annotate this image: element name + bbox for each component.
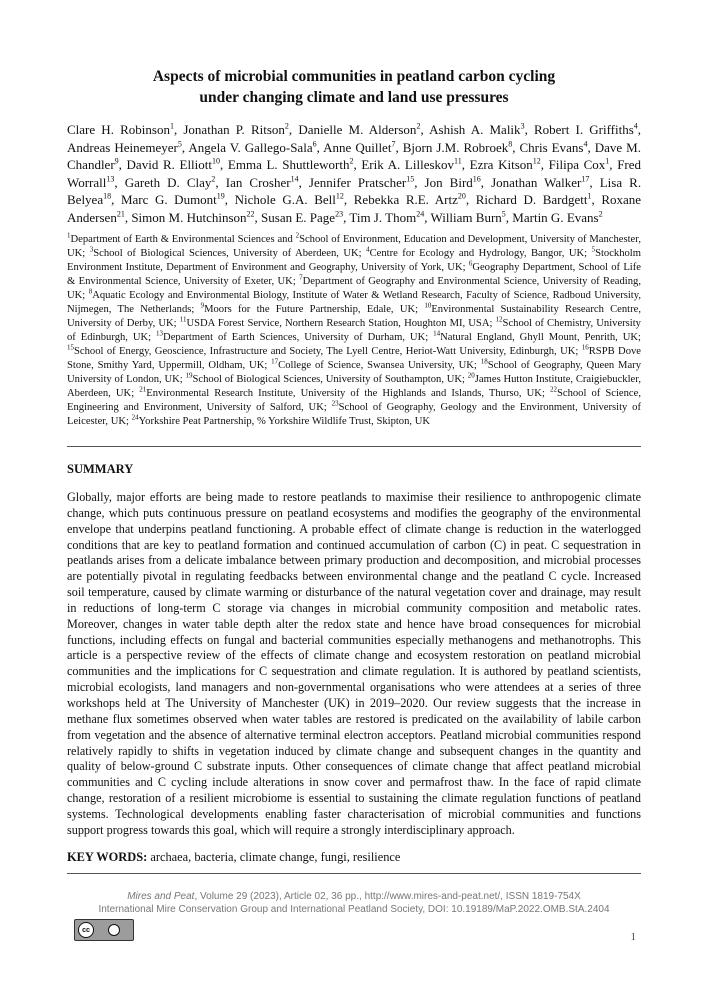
affiliation-number: 17: [271, 357, 279, 366]
author-affiliation-number: 5: [501, 209, 506, 219]
author-affiliation-number: 12: [532, 156, 541, 166]
author-name: Jon Bird: [424, 174, 473, 190]
author-name: Fred Worrall: [67, 157, 642, 190]
journal-details: , Volume 29 (2023), Article 02, 36 pp., http://www.mires-and-peat.net/, ISSN 1819-754X: [194, 891, 581, 902]
footer-line-2: International Mire Conservation Group and International Peatland Society, DOI: 10.19189/MaP.2022.OMB.StA.2404: [98, 903, 610, 915]
affiliation-number: 20: [467, 371, 475, 380]
affiliation-number: 12: [495, 315, 503, 324]
affiliation-text: Geography Department, School of Life & Environmental Science, University of Exeter, UK;: [67, 262, 641, 287]
affiliation-text: RSPB Dove Stone, Smithy Yard, Uppermill, Oldham, UK;: [67, 346, 641, 371]
author: [183, 122, 289, 137]
author-affiliation-number: 17: [581, 174, 590, 184]
author-name: Nichole G.A. Bell: [234, 192, 336, 208]
author: [226, 175, 299, 190]
affiliation-text: School of Biological Sciences, University of Aberdeen, UK;: [93, 248, 367, 259]
affiliation-text: School of Chemistry, University of Edinburgh, UK;: [67, 318, 641, 343]
author: [512, 210, 602, 225]
author-name: Emma L. Shuttleworth: [227, 157, 350, 173]
author-name: Bjorn J.M. Robroek: [402, 139, 509, 155]
affiliation-text: Centre for Ecology and Hydrology, Bangor, UK;: [369, 248, 592, 259]
author: [361, 157, 461, 172]
author-name: Martin G. Evans: [512, 209, 599, 225]
author-affiliation-number: 23: [335, 209, 344, 219]
author-affiliation-number: 1: [605, 156, 610, 166]
footer: [40, 891, 668, 916]
page-number: 1: [630, 931, 636, 943]
author-affiliation-number: 9: [114, 156, 119, 166]
author: [125, 175, 216, 190]
person-icon: [108, 924, 120, 936]
author: [309, 175, 414, 190]
author-name: Danielle M. Alderson: [298, 122, 417, 137]
author-list: Clare H. Robinson$^1$, Jonathan P. Ritson$^2$, Danielle M. Alderson$^2$, Ashish A. Malik$^3$, Robert I. Griffiths$^4$, Andreas Heinemeyer$^5$, Angela V. Gallego-Sala$^6$, Anne Quillet$^7$, Bjorn J.M. Robroek$^8$, Chris Evans$^4$, Dave M. Chandler$^9$, David R. Elliott$^{10}$, Emma L. Shuttleworth$^2$, Erik A. Lilleskov$^{11}$, Ezra Kitson$^{12}$, Filipa Cox$^1$, Fred Worrall$^{13}$, Gareth D. Clay$^2$, Ian Crosher$^{14}$, Jennifer Pratscher$^{15}$, Jon Bird$^{16}$, Jonathan Walker$^{17}$, Lisa R. Belyea$^{18}$, Marc G. Dumont$^{19}$, Nichole G.A. Bell$^{12}$, Rebekka R.E. Artz$^{20}$, Richard D. Bardgett$^1$, Roxane Andersen$^{21}$, Simon M. Hutchinson$^{22}$, Susan E. Page$^{23}$, Tim J. Thom$^{24}$, William Burn$^5$, Martin G. Evans$^2$: [67, 121, 642, 225]
journal-name: Mires and Peat: [127, 891, 195, 902]
summary-heading: SUMMARY: [67, 462, 134, 476]
affiliation-number: 4: [366, 245, 370, 254]
affiliation-text: School of Biological Sciences, University of Southampton, UK;: [192, 374, 468, 385]
author-name: Andreas Heinemeyer: [67, 139, 178, 155]
author-affiliation-number: 4: [583, 139, 588, 149]
author-affiliation-number: 6: [312, 139, 317, 149]
affiliation-text: School of Environment, Education and Development, University of Manchester, UK;: [67, 234, 641, 259]
affiliation-number: 7: [299, 273, 303, 282]
author-name: Lisa R. Belyea: [67, 174, 642, 208]
paper-title: [60, 66, 648, 108]
affiliation-number: 3: [89, 245, 94, 254]
author-name: Angela V. Gallego-Sala: [188, 139, 313, 155]
keywords: [67, 850, 641, 865]
keywords-label: KEY WORDS:: [67, 850, 148, 864]
affiliation-number: 22: [549, 385, 557, 394]
affiliation-number: 19: [185, 371, 193, 380]
affiliation-text: Yorkshire Peat Partnership, % Yorkshire Wildlife Trust, Skipton, UK: [138, 416, 431, 427]
author-affiliation-number: 2: [416, 121, 421, 131]
author-affiliation-number: 24: [416, 209, 425, 219]
author: [131, 210, 254, 225]
author: [261, 210, 343, 225]
divider-top: [67, 446, 641, 447]
author-affiliation-number: 11: [454, 156, 462, 166]
author-name: Roxane Andersen: [67, 192, 642, 225]
author-affiliation-number: 16: [472, 174, 481, 184]
author: [403, 140, 513, 155]
affiliation-number: 11: [179, 315, 187, 324]
author-name: Gareth D. Clay: [124, 174, 212, 190]
author-name: Tim J. Thom: [349, 209, 417, 225]
author: [323, 140, 395, 155]
title-line-1: Aspects of microbial communities in peatland carbon cycling: [152, 68, 556, 85]
affiliation-number: 23: [331, 399, 339, 408]
affiliation-number: 18: [480, 357, 488, 366]
affiliation-text: Department of Earth Sciences, University of Durham, UK;: [163, 332, 434, 343]
author-name: Clare H. Robinson: [67, 122, 170, 137]
affiliation-number: 14: [433, 329, 441, 338]
author: [429, 122, 524, 137]
author: [235, 192, 344, 207]
affiliation-number: 10: [424, 301, 432, 310]
author-name: Filipa Cox: [548, 157, 606, 173]
author-name: Chris Evans: [519, 139, 584, 155]
author-affiliation-number: 10: [212, 156, 221, 166]
author: [121, 192, 225, 207]
author-affiliation-number: 5: [177, 139, 182, 149]
affiliation-text: School of Science, Engineering and Environment, University of Salford, UK;: [67, 388, 641, 413]
affiliation-number: 1: [67, 231, 71, 240]
author-name: William Burn: [430, 209, 502, 225]
summary-text: Globally, major efforts are being made to restore peatlands to maximise their resilience to anthropogenic climate change, which puts continuous pressure on peatland ecosystems and modifies the geography of the environmental envelope that underpins peatland functioning. A probable effect of climate change is reduction in the waterlogged conditions that are key to peatland formation and continued accumulation of carbon (C) in peat. C sequestration in peatlands arises from a delicate imbalance between primary production and decomposition, and microbial processes are potentially pivotal in regulating feedbacks between environmental change and the peatland C cycle. Increased soil temperature, caused by climate warming or disturbance of the natural vegetation cover and drainage, may result in reductions of long-term C storage via changes in microbial community composition and metabolic rates. Moreover, changes in water table depth alter the redox state and hence have broad consequences for microbial functions, including effects on fungal and bacterial communities especially methanogens and methanotrophs. This article is a perspective review of the effects of climate change and ecosystem restoration on peatland microbial communities and the implications for C sequestration and climate regulation. It is authored by peatland scientists, microbial ecologists, land managers and non-governmental organisations who were attendees at a series of three workshops held at The University of Manchester (UK) in 2019–2020. Our review suggests that the increase in methane flux sometimes observed when water tables are restored is predicated on the availability of labile carbon from vegetation and the absence of alternative terminal electron acceptors. Peatland microbial communities respond relatively rapidly to shifts in vegetation induced by climate change and subsequent changes in the quantity and quality of below-ground C substrate inputs. Other consequences of climate change that affect peatland microbial communities and C cycling include alterations in snow cover and permafrost thaw. In the face of rapid climate change, restoration of a resilient microbiome is essential to sustaining the climate regulation functions of peatland systems. Technological developments enabling faster characterisation of microbial communities and functions support progress towards this goal, which will require a strongly interdisciplinary approach.: [67, 490, 641, 837]
author-affiliation-number: 8: [508, 139, 513, 149]
author-name: Anne Quillet: [323, 139, 392, 155]
author-name: Ashish A. Malik: [429, 122, 521, 137]
affiliation-number: 13: [156, 329, 164, 338]
affiliation-text: James Hutton Institute, Craigiebuckler, Aberdeen, UK;: [67, 374, 641, 399]
affiliation-text: Aquatic Ecology and Environmental Biology, Institute of Water & Wetland Research, Faculty of Science, Radboud University, Nijmegen, The Netherlands;: [67, 290, 641, 315]
affiliation-text: School of Geography, Geology and the Environment, University of Leicester, UK;: [67, 402, 641, 427]
author-name: Erik A. Lilleskov: [361, 157, 455, 173]
affiliation-text: College of Science, Swansea University, UK;: [278, 360, 481, 371]
author-affiliation-number: 2: [284, 121, 289, 131]
author-affiliation-number: 13: [106, 174, 115, 184]
author-affiliation-number: 21: [116, 209, 125, 219]
author-affiliation-number: 12: [335, 192, 344, 202]
author: [228, 157, 354, 172]
author-affiliation-number: 19: [216, 192, 225, 202]
author: [476, 192, 592, 207]
author-name: Ian Crosher: [225, 174, 291, 190]
author: [67, 140, 182, 155]
affiliation-number: 2: [295, 231, 300, 240]
affiliation-text: Department of Geography and Environmental Science, University of Reading, UK;: [67, 276, 641, 301]
divider-bottom: [67, 873, 641, 874]
author: [349, 210, 424, 225]
affiliation-text: Natural England, Ghyll Mount, Penrith, UK;: [440, 332, 641, 343]
author-name: Susan E. Page: [261, 209, 336, 225]
author-affiliation-number: 2: [349, 156, 354, 166]
author-affiliation-number: 2: [211, 174, 216, 184]
affiliation-text: USDA Forest Service, Northern Research Station, Houghton MI, USA;: [186, 318, 496, 329]
author-name: David R. Elliott: [126, 157, 213, 173]
author-name: Ezra Kitson: [469, 157, 533, 173]
author: [425, 175, 481, 190]
affiliation-number: 15: [67, 343, 74, 352]
affiliation-text: Stockholm Environment Institute, Department of Environment and Geography, University of York, UK;: [67, 248, 641, 273]
author-name: Rebekka R.E. Artz: [353, 192, 458, 208]
author: [430, 210, 505, 225]
author: [188, 140, 316, 155]
author-affiliation-number: 1: [587, 192, 592, 202]
author-name: Robert I. Griffiths: [533, 122, 634, 137]
affiliation-text: Environmental Sustainability Research Centre, University of Derby, UK;: [67, 304, 641, 329]
affiliation-text: Department of Earth & Environmental Sciences and: [70, 234, 296, 245]
author-affiliation-number: 7: [391, 139, 396, 149]
footer-line-1: [40, 891, 668, 904]
author-affiliation-number: 20: [457, 192, 466, 202]
author: [520, 140, 588, 155]
author: [354, 192, 466, 207]
affiliation-text: Environmental Research Institute, University of the Highlands and Islands, Thurso, UK;: [146, 388, 550, 399]
author-name: Jonathan Walker: [491, 174, 582, 190]
affiliation-number: 16: [581, 343, 589, 352]
author-name: Marc G. Dumont: [120, 192, 217, 208]
author: [534, 122, 638, 137]
author-affiliation-number: 2: [598, 209, 603, 219]
author-affiliation-number: 14: [290, 174, 299, 184]
title-line-2: under changing climate and land use pressures: [199, 89, 509, 106]
author: [67, 122, 174, 137]
keywords-text: archaea, bacteria, climate change, fungi, resilience: [147, 850, 401, 864]
author-affiliation-number: 15: [406, 174, 415, 184]
author-affiliation-number: 4: [633, 121, 638, 131]
affiliation-text: School of Geography, Queen Mary University of London, UK;: [67, 360, 642, 385]
author: [549, 157, 610, 172]
author-name: Simon M. Hutchinson: [131, 209, 247, 225]
affiliation-number: 5: [591, 245, 596, 254]
author-name: Richard D. Bardgett: [475, 192, 588, 208]
affiliation-number: 21: [139, 385, 147, 394]
author: [491, 175, 589, 190]
author: [298, 122, 420, 137]
cc-icon: cc: [78, 922, 94, 938]
affiliation-number: 8: [88, 287, 93, 296]
author-name: Jonathan P. Ritson: [183, 122, 285, 137]
author: [470, 157, 541, 172]
affiliation-text: Moors for the Future Partnership, Edale, UK;: [204, 304, 425, 315]
cc-license-badge[interactable]: [74, 919, 134, 941]
author-name: Jennifer Pratscher: [308, 174, 407, 190]
by-attribution-icon: [94, 920, 133, 940]
affiliation-text: School of Energy, Geoscience, Infrastructure and Society, The Lyell Centre, Heriot-Watt University, Edinburgh, UK;: [74, 346, 582, 357]
author: [127, 157, 220, 172]
affiliation-number: 9: [200, 301, 205, 310]
author-affiliation-number: 22: [246, 209, 255, 219]
author-name: Dave M. Chandler: [67, 139, 641, 173]
affiliation-number: 24: [131, 413, 139, 422]
affiliation-list: [67, 233, 641, 429]
author-affiliation-number: 3: [520, 121, 525, 131]
author-affiliation-number: 1: [169, 121, 174, 131]
affiliation-number: 6: [468, 259, 473, 268]
author-affiliation-number: 18: [103, 192, 112, 202]
